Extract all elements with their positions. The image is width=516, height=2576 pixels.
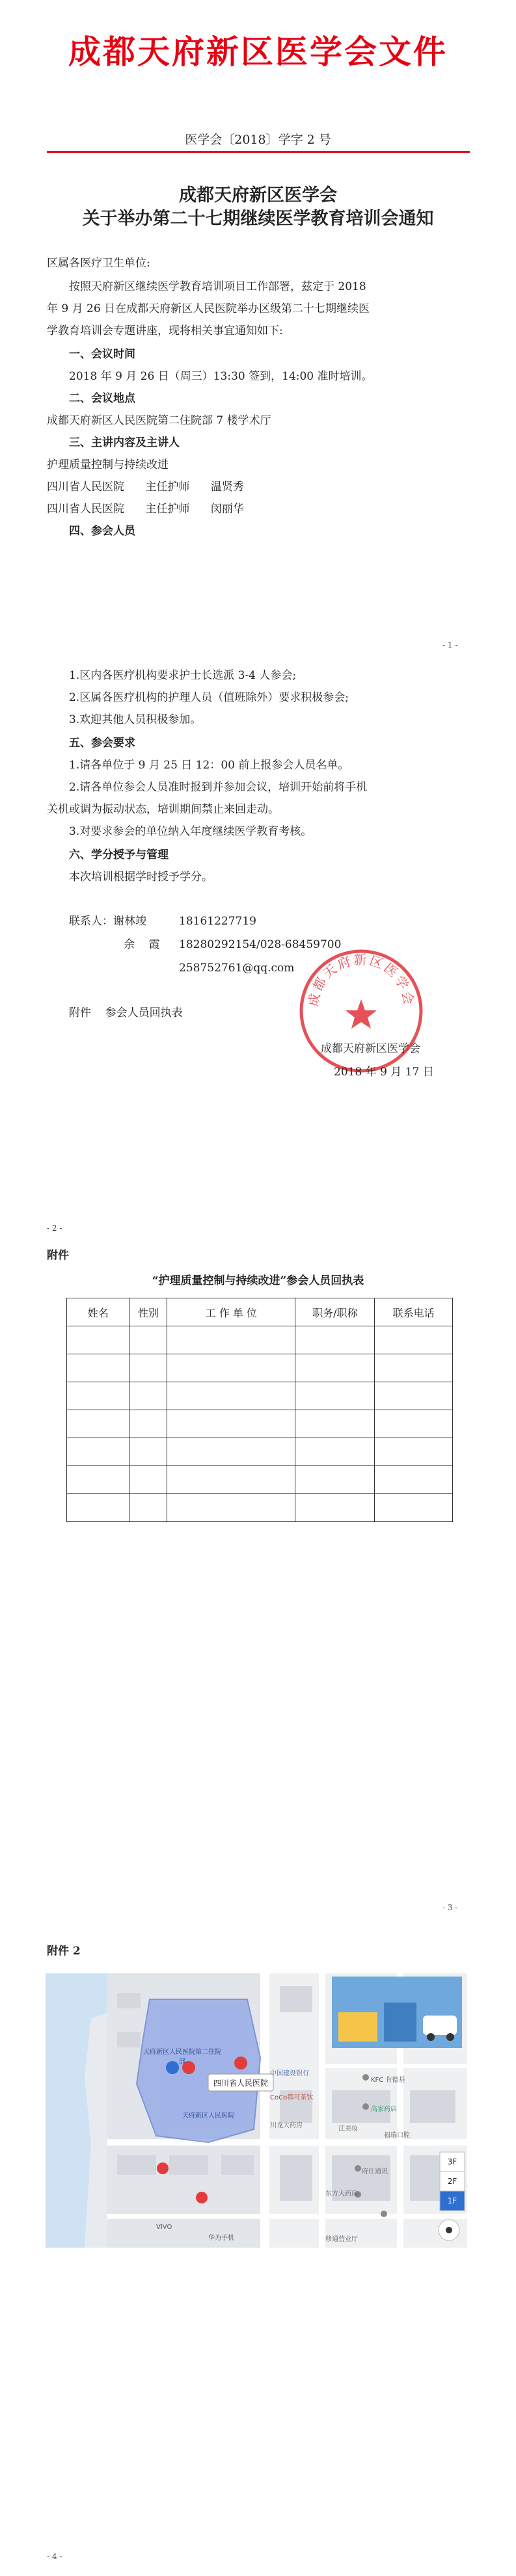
attachment-label: 附件 [47, 1249, 69, 1262]
table-row [67, 1382, 453, 1410]
map-label-coco: CoCo都可茶饮 [270, 2094, 314, 2101]
map-label-yitong: 移通营业厅 [325, 2236, 358, 2243]
map-label-hospital-callout: 四川省人民医院 [213, 2079, 269, 2088]
intro-line-3: 学教育培训会专题讲座，现将相关事宜通知如下: [47, 324, 283, 337]
table-cell[interactable] [295, 1438, 375, 1466]
table-cell[interactable] [129, 1494, 167, 1522]
table-cell[interactable] [129, 1410, 167, 1438]
col-title: 职务/职称 [295, 1298, 375, 1326]
notice-title-line2: 关于举办第二十七期继续医学教育培训会通知 [82, 209, 434, 229]
table-cell[interactable] [129, 1466, 167, 1494]
table-cell[interactable] [167, 1438, 295, 1466]
section-5-item-1: 1.请各单位于 9 月 25 日 12：00 前上报参会人员名单。 [69, 759, 349, 772]
map-label-ccb: 中国建设银行 [270, 2070, 309, 2077]
table-cell[interactable] [129, 1326, 167, 1354]
table-cell[interactable] [295, 1494, 375, 1522]
map-label-fushi: 府仕通讯 [362, 2168, 388, 2175]
table-cell[interactable] [375, 1466, 453, 1494]
salutation: 区属各医疗卫生单位: [47, 257, 150, 270]
map-label-dental: 福瑞口腔 [384, 2132, 410, 2139]
section-2-text: 成都天府新区人民医院第二住院部 7 楼学术厅 [47, 414, 271, 427]
signing-date: 2018 年 9 月 17 日 [334, 1066, 434, 1079]
section-3-heading: 三、主讲内容及主讲人 [69, 436, 180, 449]
table-cell[interactable] [167, 1354, 295, 1382]
table-cell[interactable] [375, 1354, 453, 1382]
attachment-2-label: 附件 2 [47, 1945, 81, 1958]
table-cell[interactable] [295, 1354, 375, 1382]
section-2-heading: 二、会议地点 [69, 392, 135, 405]
page-number-1: - 1 - [442, 640, 458, 650]
section-1-heading: 一、会议时间 [69, 348, 135, 361]
section-5-item-2b: 关机或调为振动状态，培训期间禁止来回走动。 [47, 803, 279, 816]
map-label-hospital-area: 天府新区人民医院第二住院部 [143, 2049, 221, 2066]
table-cell[interactable] [167, 1494, 295, 1522]
table-cell[interactable] [129, 1382, 167, 1410]
table-row [67, 1466, 453, 1494]
table-cell[interactable] [67, 1466, 129, 1494]
table-cell[interactable] [129, 1438, 167, 1466]
table-cell[interactable] [375, 1494, 453, 1522]
table-row [67, 1494, 453, 1522]
contact-email: 258752761@qq.com [179, 962, 295, 975]
issuer-title: 成都天府新区医学会文件 [68, 33, 448, 71]
map-label-pharmacy: 川龙大药房 [270, 2122, 303, 2129]
table-cell[interactable] [67, 1326, 129, 1354]
speaker-2: 四川省人民医院 主任护师 闵丽华 [47, 503, 244, 516]
intro-line-1: 按照天府新区继续医学教育培训项目工作部署，兹定于 2018 [69, 280, 366, 293]
table-cell[interactable] [67, 1382, 129, 1410]
page-number-3: - 3 - [442, 1903, 458, 1912]
table-cell[interactable] [167, 1410, 295, 1438]
map-label-gaojia: 高家药店 [371, 2106, 397, 2113]
table-cell[interactable] [375, 1438, 453, 1466]
table-cell[interactable] [67, 1354, 129, 1382]
section-6-text: 本次培训根据学时授予学分。 [69, 871, 213, 884]
document-number: 医学会〔2018〕学字 2 号 [185, 133, 331, 147]
table-cell[interactable] [167, 1382, 295, 1410]
floor-1f-button[interactable]: 1F [447, 2196, 457, 2205]
table-cell[interactable] [167, 1466, 295, 1494]
table-cell[interactable] [129, 1354, 167, 1382]
col-gender: 性别 [129, 1298, 167, 1326]
attachment-note: 附件 参会人员回执表 [69, 1006, 183, 1019]
contact-1-phone: 18161227719 [179, 915, 256, 928]
section-4-item-2: 2.区属各医疗机构的护理人员（值班除外）要求积极参会; [69, 691, 349, 704]
table-cell[interactable] [67, 1494, 129, 1522]
table-cell[interactable] [167, 1326, 295, 1354]
table-cell[interactable] [375, 1410, 453, 1438]
table-header-row [67, 1298, 453, 1326]
table-cell[interactable] [295, 1382, 375, 1410]
map-label-duming: 东方大药房 [325, 2190, 358, 2198]
speaker-1: 四川省人民医院 主任护师 温贤秀 [47, 480, 244, 493]
section-1-text: 2018 年 9 月 26 日（周三）13:30 签到，14:00 准时培训。 [69, 370, 373, 383]
section-3-topic: 护理质量控制与持续改进 [47, 458, 169, 471]
section-5-item-3: 3.对要求参会的单位纳入年度继续医学教育考核。 [69, 825, 312, 838]
notice-title-line1: 成都天府新区医学会 [179, 185, 337, 205]
seal-ring-text: 成都天府新区医学会 [305, 951, 417, 1008]
table-cell[interactable] [295, 1326, 375, 1354]
col-phone: 联系电话 [375, 1298, 453, 1326]
table-cell[interactable] [375, 1382, 453, 1410]
section-5-item-2a: 2.请各单位参会人员准时报到并参加会议，培训开始前将手机 [69, 781, 368, 794]
contact-label: 联系人：谢林竣 [69, 915, 146, 928]
table-cell[interactable] [295, 1466, 375, 1494]
section-4-item-3: 3.欢迎其他人员积极参加。 [69, 713, 202, 726]
map-label-vivo: VIVO [156, 2224, 172, 2231]
page-number-4: - 4 - [47, 2552, 62, 2561]
section-6-heading: 六、学分授予与管理 [69, 848, 169, 861]
map-label-kfc: KFC 肯德基 [371, 2077, 405, 2084]
svg-text:成都天府新区医学会 [305, 952, 416, 1008]
col-name: 姓名 [67, 1298, 129, 1326]
table-row [67, 1410, 453, 1438]
floor-3f-button[interactable]: 3F [447, 2157, 457, 2166]
reply-form-table [66, 1298, 453, 1522]
map-label-jiangmei: 江美妆 [338, 2125, 358, 2133]
section-4-heading: 四、参会人员 [69, 525, 135, 538]
table-cell[interactable] [67, 1410, 129, 1438]
table-row [67, 1438, 453, 1466]
section-4-item-1: 1.区内各医疗机构要求护士长选派 3-4 人参会; [69, 669, 297, 682]
map-label-hospital-main: 天府新区人民医院 [182, 2112, 234, 2120]
col-workplace: 工 作 单 位 [167, 1298, 295, 1326]
map-label-huawei: 华为手机 [208, 2235, 234, 2242]
contact-2-name: 余 霞 [124, 938, 160, 951]
red-divider [47, 151, 470, 153]
signing-organization: 成都天府新区医学会 [321, 1042, 420, 1055]
map-canvas [46, 1973, 467, 2248]
intro-line-2: 年 9 月 26 日在成都天府新区人民医院举办区级第二十七期继续医 [47, 302, 370, 315]
page-number-2: - 2 - [47, 1224, 62, 1233]
contact-2-phone: 18280292154/028-68459700 [179, 938, 342, 951]
table-cell[interactable] [375, 1326, 453, 1354]
section-5-heading: 五、参会要求 [69, 737, 135, 750]
table-row [67, 1354, 453, 1382]
floor-2f-button[interactable]: 2F [447, 2177, 457, 2186]
locate-me-icon[interactable] [439, 2220, 459, 2241]
reply-form-title: “护理质量控制与持续改进”参会人员回执表 [152, 1274, 364, 1287]
location-map[interactable] [46, 1973, 467, 2248]
table-row [67, 1326, 453, 1354]
table-cell[interactable] [295, 1410, 375, 1438]
table-cell[interactable] [67, 1438, 129, 1466]
